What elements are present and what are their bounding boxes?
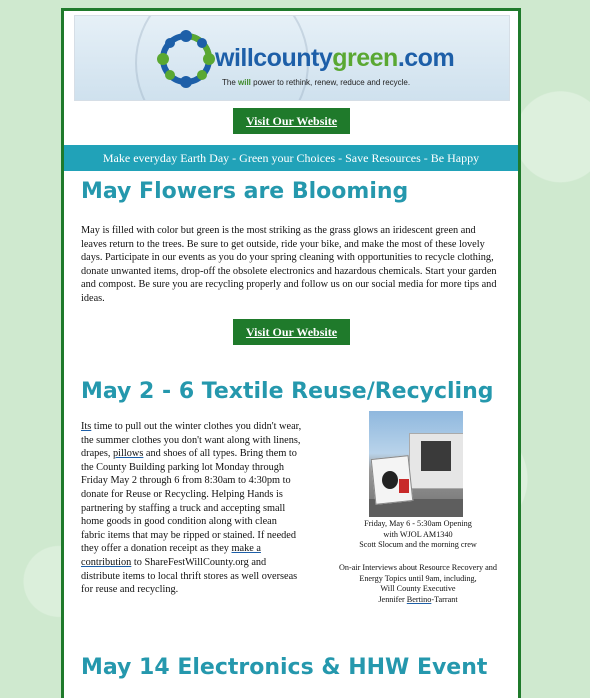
recycle-loop-logo-icon <box>153 26 219 92</box>
section-title-may-flowers: May Flowers are Blooming <box>81 179 409 204</box>
caption1-line3: Scott Slocum and the morning crew <box>359 540 477 549</box>
logo-suffix: .com <box>397 44 455 72</box>
tagline-pre: The <box>222 78 239 87</box>
logo-tagline <box>222 78 410 87</box>
caption2-line2: Energy Topics until 9am, including, <box>359 573 477 583</box>
visit-website-button-mid[interactable]: Visit Our Website <box>233 319 350 345</box>
caption2-line3: Will County Executive <box>380 584 456 593</box>
caption2-line4c: -Tarrant <box>431 594 458 604</box>
newsletter-container <box>61 8 521 698</box>
visit-website-button-top[interactable]: Visit Our Website <box>233 108 350 134</box>
word-its: Its <box>81 421 92 432</box>
photo-caption-interviews <box>318 563 518 605</box>
caption1-line1: Friday, May 6 - 5:30am Opening <box>364 519 472 528</box>
truck-interior-shape <box>421 441 451 471</box>
caption2-line1: On-air Interviews about Resource Recovery and <box>338 563 497 572</box>
section-title-electronics: May 14 Electronics & HHW Event <box>81 655 488 680</box>
caption1-line2: with WJOL AM1340 <box>383 529 453 539</box>
logo-wordmark <box>215 44 454 73</box>
textile-text-c: to ShareFestWillCounty.org and distribute items to local thrift stores as well overseas for reuse and recycling. <box>81 556 298 596</box>
section-body-may-flowers: May is filled with color but green is the most striking as the grass glows an iridescent green and leaves return to the trees. Be sure to get outside, ride your bike, and make the most of these lovely days. Participate in our events as you do your spring cleaning with opportunities to recycle clothing, donate unwanted items, drop-off the obsolete electronics and hazardous chemicals. Start your garden and compost. Be sure you are recycling properly and follow us on our social media for more tips and ideas. <box>81 225 497 304</box>
section-body-textile <box>81 420 303 597</box>
tagline-post: power to rethink, renew, reduce and recycle. <box>250 78 411 87</box>
photo-caption-opening <box>318 519 518 551</box>
caption2-line4a: Jennifer <box>378 594 407 604</box>
textile-text-a: time to pull out the winter clothes you didn't wear, the summer clothes you don't want along with linens, drapes, <box>81 421 302 460</box>
contribution-link[interactable]: make a contribution <box>81 543 261 568</box>
section-title-textile: May 2 - 6 Textile Reuse/Recycling <box>81 379 494 404</box>
word-pillows: pillows <box>113 448 144 460</box>
tagline-bold: will <box>238 78 251 87</box>
textile-event-photo <box>369 411 463 517</box>
logo-main: willcounty <box>215 44 333 72</box>
logo-green: green <box>332 44 398 72</box>
hand-icon <box>382 471 398 489</box>
caption2-line4b: Bertino <box>406 594 432 604</box>
willcountygreen-banner[interactable] <box>74 15 510 101</box>
textile-text-b: and shoes of all types. Bring them to the County Building parking lot Monday through Friday May 2 through 6 from 8:30am to 4:30pm to donate for Reuse or Recycling. Helping Hands is partnering by staffing a truck and accepting small home goods in good condition along with clean fabric items that may be ripped or stained. If needed they offer a donation receipt as they <box>81 448 297 555</box>
slogan-bar: Make everyday Earth Day - Green your Choices - Save Resources - Be Happy <box>64 145 518 171</box>
red-bin-shape <box>399 479 409 493</box>
